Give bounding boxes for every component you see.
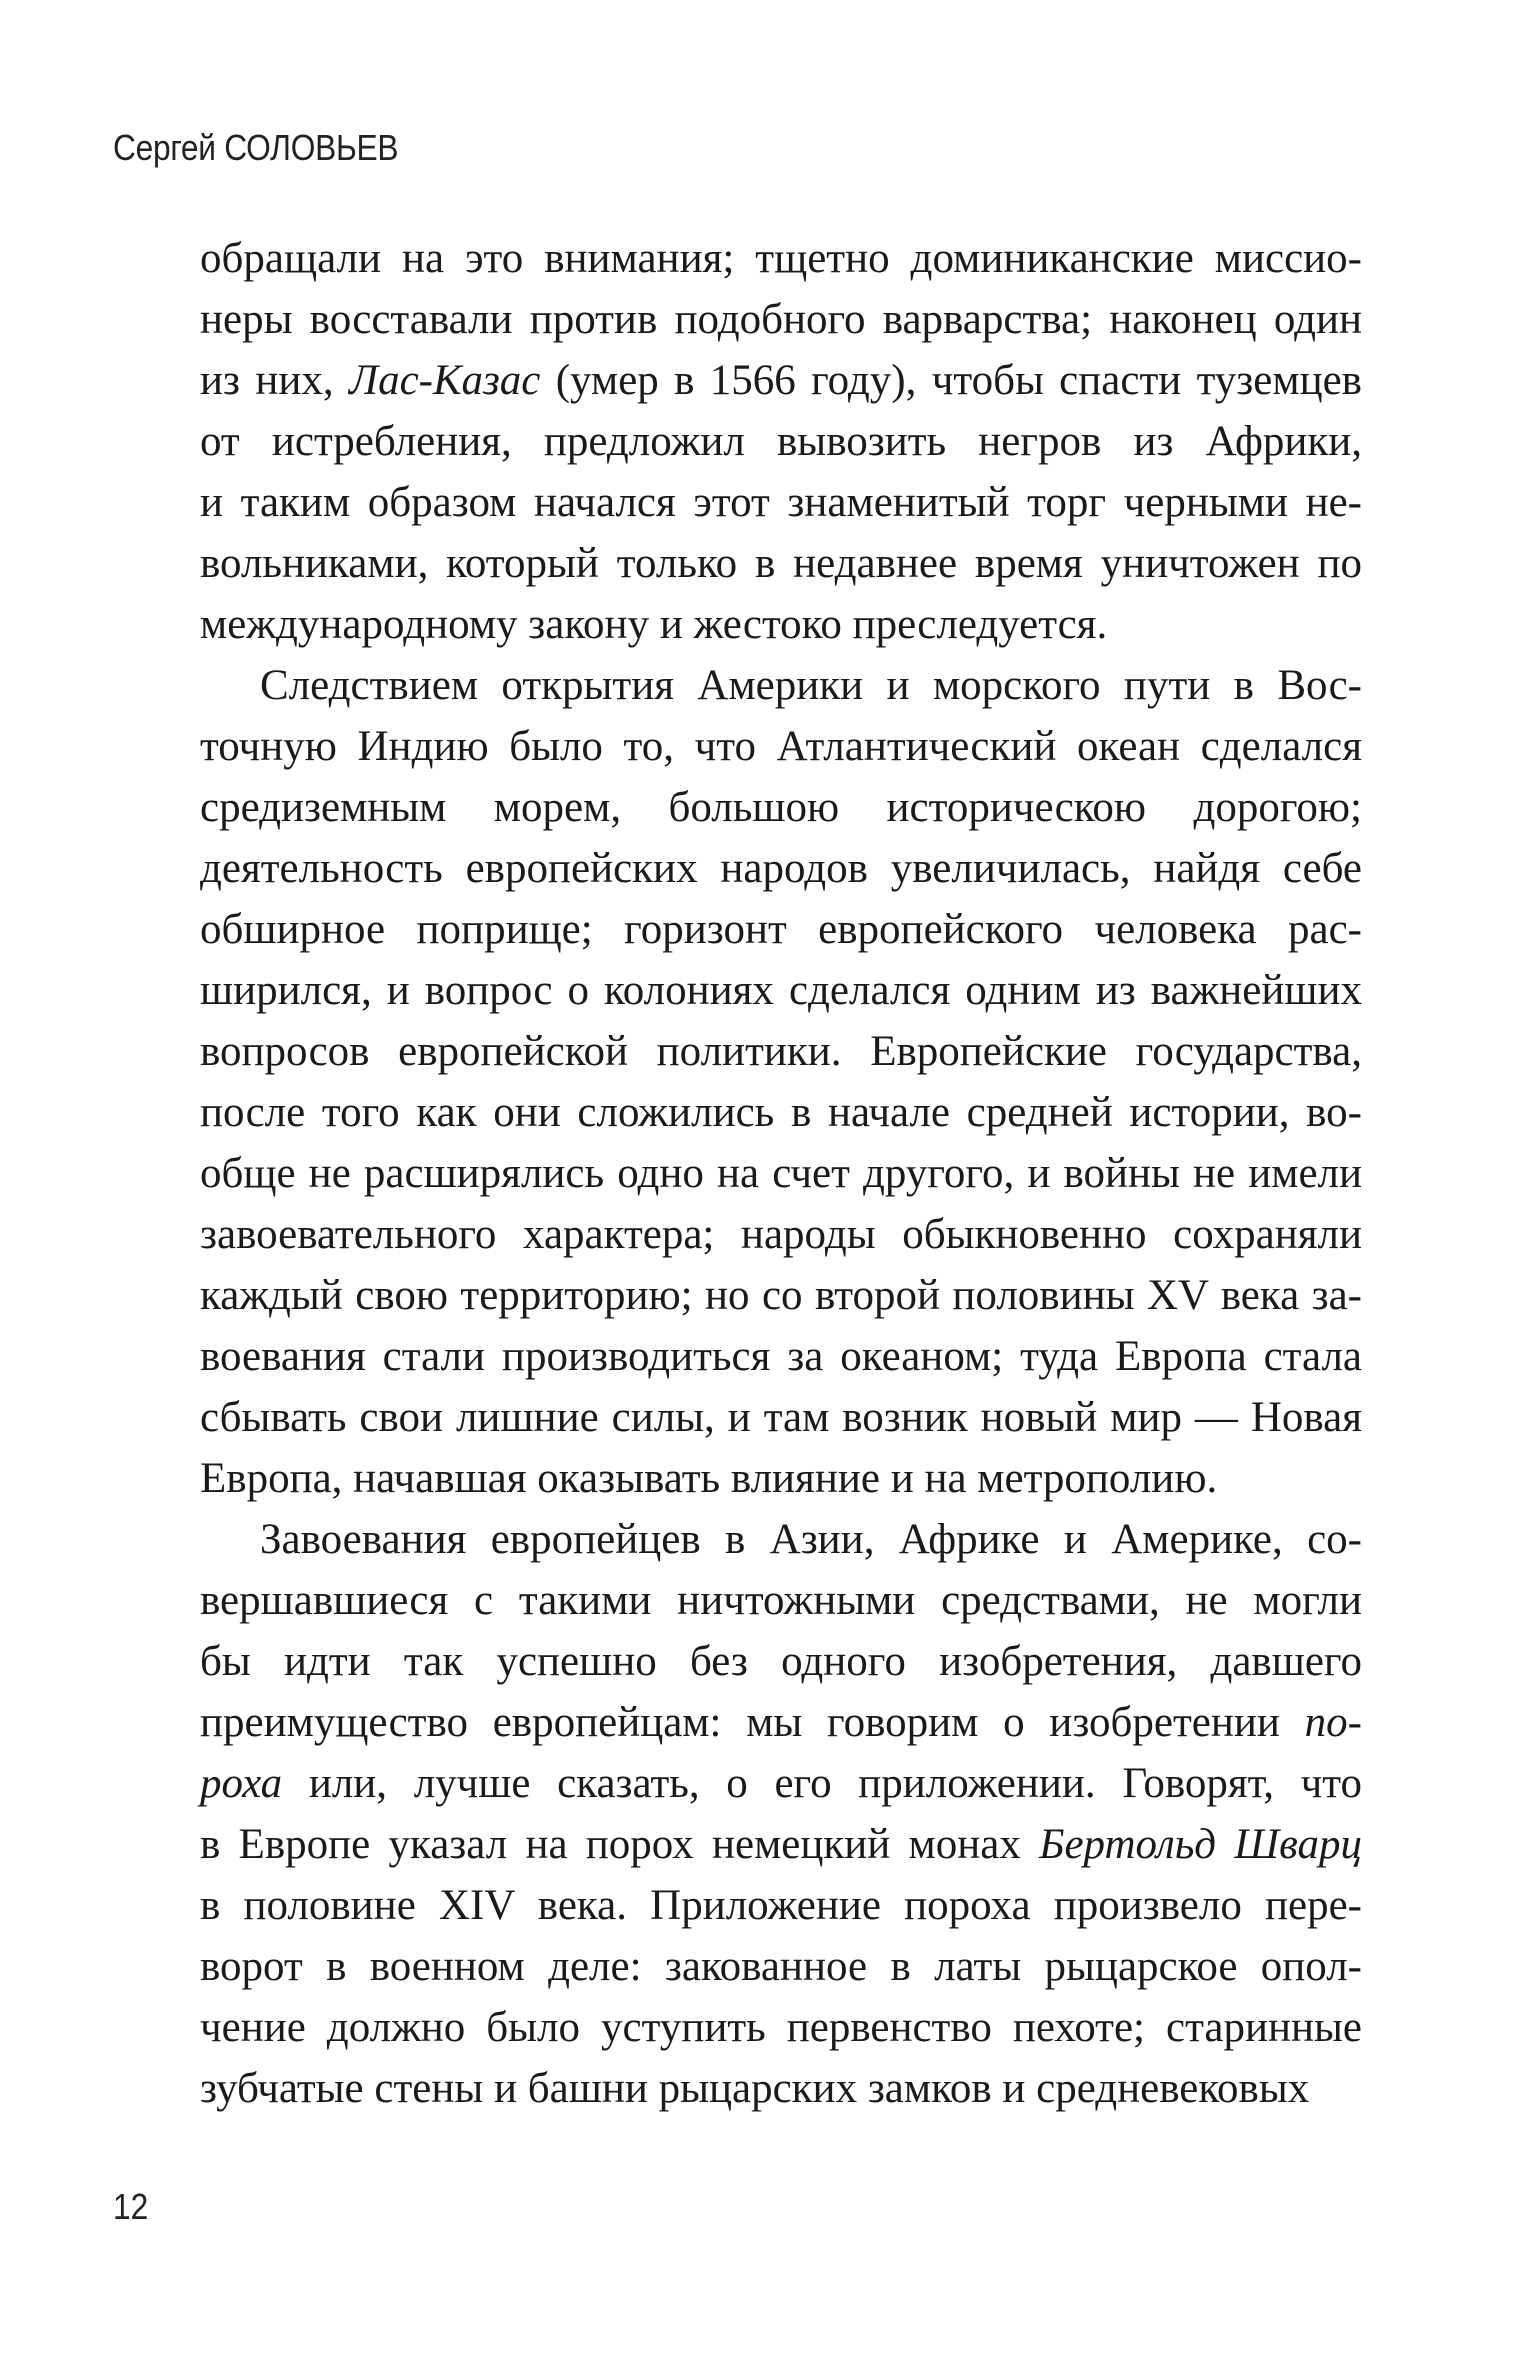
italic-span: Лас-Казас: [348, 357, 541, 404]
text-line: [200, 1814, 1362, 1875]
text-line: [200, 1692, 1362, 1753]
text-line: [200, 1326, 1362, 1387]
text-line: [200, 411, 1362, 472]
text-span: от истребления, предложил вывозить негров из Африки,: [200, 418, 1362, 465]
text-span: преимущество европейцам: мы говорим о изобретении: [200, 1699, 1305, 1746]
paragraph: [200, 655, 1362, 1509]
text-span: деятельность европейских народов увеличилась, найдя себе: [200, 845, 1362, 892]
text-line: [200, 472, 1362, 533]
text-line: [200, 1875, 1362, 1936]
text-line: [200, 594, 1362, 655]
text-span: в половине XIV века. Приложение пороха произвело пере-: [200, 1882, 1362, 1929]
text-span: в Европе указал на порох немецкий монах: [200, 1821, 1040, 1868]
text-span: Завоевания европейцев в Азии, Африке и Америке, со-: [260, 1516, 1362, 1563]
text-span: каждый свою территорию; но со второй половины XV века за-: [200, 1272, 1362, 1319]
text-line: [200, 228, 1362, 289]
text-span: неры восставали против подобного варварства; наконец один: [200, 296, 1362, 343]
text-line: [200, 1936, 1362, 1997]
text-span: бы идти так успешно без одного изобретения, давшего: [200, 1638, 1362, 1685]
text-span: вопросов европейской политики. Европейские государства,: [200, 1028, 1362, 1075]
paragraph: [200, 228, 1362, 655]
text-line: [200, 1570, 1362, 1631]
text-line: [200, 1509, 1362, 1570]
text-span: Следствием открытия Америки и морского пути в Вос-: [260, 662, 1362, 709]
running-head: Сергей СОЛОВЬЕВ: [113, 127, 399, 168]
text-line: [200, 777, 1362, 838]
text-line: [200, 533, 1362, 594]
text-span: вершавшиеся с такими ничтожными средствами, не могли: [200, 1577, 1362, 1624]
text-span: после того как они сложились в начале средней истории, во-: [200, 1089, 1362, 1136]
text-line: [200, 2058, 1362, 2119]
text-span: обще не расширялись одно на счет другого, и войны не имели: [200, 1150, 1362, 1197]
text-line: [200, 1387, 1362, 1448]
text-span: международному закону и жестоко преследуется.: [200, 601, 1108, 648]
text-span: ширился, и вопрос о колониях сделался одним из важнейших: [200, 967, 1362, 1014]
text-line: [200, 838, 1362, 899]
text-line: [200, 350, 1362, 411]
page-number: 12: [113, 2186, 149, 2227]
text-line: [200, 1082, 1362, 1143]
text-span: вольниками, который только в недавнее время уничтожен по: [200, 540, 1362, 587]
text-line: [200, 289, 1362, 350]
text-line: [200, 1265, 1362, 1326]
text-span: средиземным морем, большою историческою дорогою;: [200, 784, 1362, 831]
text-span: сбывать свои лишние силы, и там возник новый мир — Новая: [200, 1394, 1362, 1441]
text-line: [200, 1448, 1362, 1509]
text-line: [200, 1204, 1362, 1265]
text-span: завоевательного характера; народы обыкновенно сохраняли: [200, 1211, 1362, 1258]
text-span: обширное поприще; горизонт европейского человека рас-: [200, 906, 1362, 953]
italic-span: Бертольд Шварц: [1039, 1821, 1362, 1868]
text-line: [200, 1021, 1362, 1082]
text-line: [200, 960, 1362, 1021]
text-line: [200, 1997, 1362, 2058]
text-line: [200, 655, 1362, 716]
text-span: воевания стали производиться за океаном; туда Европа стала: [200, 1333, 1362, 1380]
text-line: [200, 1631, 1362, 1692]
text-span: (умер в 1566 году), чтобы спасти туземцев: [540, 357, 1362, 404]
text-line: [200, 716, 1362, 777]
body-text: [200, 228, 1362, 2119]
text-span: Европа, начавшая оказывать влияние и на метрополию.: [200, 1455, 1218, 1502]
text-span: ворот в военном деле: закованное в латы рыцарское опол-: [200, 1943, 1362, 1990]
text-span: обращали на это внимания; тщетно доминиканские миссио-: [200, 235, 1362, 282]
text-line: [200, 1143, 1362, 1204]
paragraph: [200, 1509, 1362, 2119]
text-span: или, лучше сказать, о его приложении. Говорят, что: [282, 1760, 1362, 1807]
italic-span: по-: [1304, 1699, 1362, 1746]
text-span: и таким образом начался этот знаменитый торг черными не-: [200, 479, 1362, 526]
text-span: зубчатые стены и башни рыцарских замков и средневековых: [200, 2065, 1310, 2112]
text-span: точную Индию было то, что Атлантический океан сделался: [200, 723, 1362, 770]
text-span: из них,: [200, 357, 349, 404]
text-line: [200, 899, 1362, 960]
italic-span: роха: [200, 1760, 283, 1807]
text-line: [200, 1753, 1362, 1814]
text-span: чение должно было уступить первенство пехоте; старинные: [200, 2004, 1362, 2051]
